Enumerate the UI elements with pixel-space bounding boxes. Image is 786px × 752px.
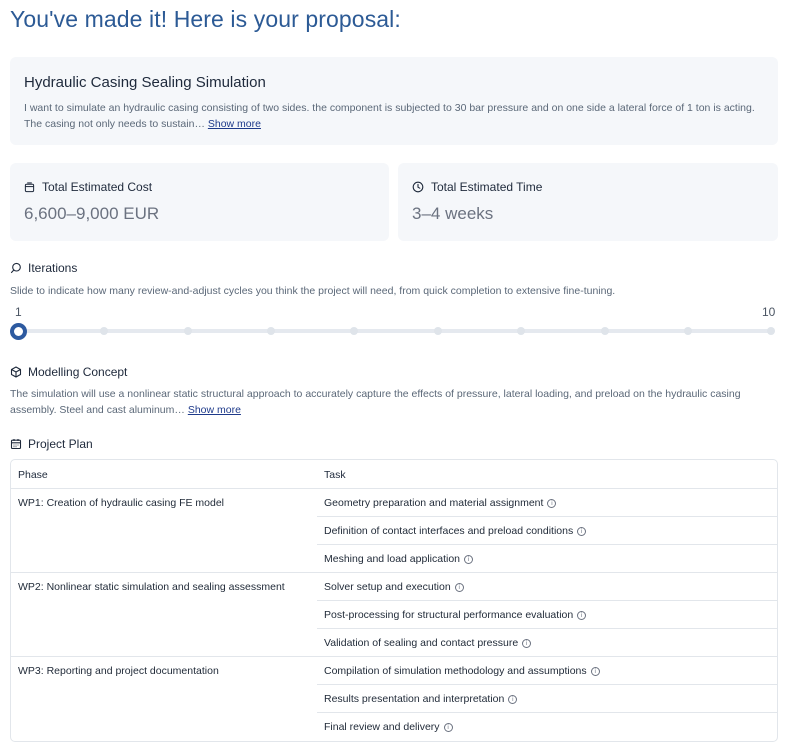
iterations-description: Slide to indicate how many review-and-adjust cycles you think the project will need, from quick completion to extensive fine-tuning.	[10, 285, 616, 297]
task-cell	[324, 497, 556, 509]
task-column-header: Task	[324, 469, 346, 481]
project-plan-table	[10, 459, 778, 742]
info-icon[interactable]: i	[591, 667, 600, 676]
slider-step-dot[interactable]	[434, 327, 442, 335]
task-cell	[324, 693, 517, 705]
info-icon[interactable]: i	[577, 611, 586, 620]
total-time-card	[398, 163, 778, 241]
phase-cell: WP2: Nonlinear static simulation and sealing assessment	[18, 581, 285, 593]
task-cell	[324, 721, 453, 733]
modelling-heading	[10, 365, 127, 379]
project-summary-card	[10, 57, 778, 145]
calendar-icon	[10, 438, 22, 450]
info-icon[interactable]: i	[522, 639, 531, 648]
iterations-slider-track[interactable]	[18, 329, 774, 333]
task-label: Definition of contact interfaces and preload conditions	[324, 525, 574, 537]
info-icon[interactable]: i	[464, 555, 473, 564]
task-label: Meshing and load application	[324, 553, 461, 565]
iterations-icon	[10, 262, 22, 274]
task-cell	[324, 665, 600, 677]
info-icon[interactable]: i	[577, 527, 586, 536]
task-label: Validation of sealing and contact pressure	[324, 637, 519, 649]
slider-step-dot[interactable]	[100, 327, 108, 335]
modelling-title: Modelling Concept	[28, 365, 128, 379]
slider-step-dot[interactable]	[767, 327, 775, 335]
phase-cell: WP3: Reporting and project documentation	[18, 665, 219, 677]
info-icon[interactable]: i	[455, 583, 464, 592]
iterations-title: Iterations	[28, 261, 78, 275]
project-plan-heading	[10, 437, 93, 451]
project-description	[24, 100, 766, 132]
modelling-show-more-link[interactable]: Show more	[187, 404, 241, 416]
total-cost-label: Total Estimated Cost	[42, 180, 153, 194]
phase-column-header: Phase	[18, 469, 48, 481]
total-cost-value: 6,600–9,000 EUR	[24, 204, 160, 223]
project-plan-title: Project Plan	[28, 437, 93, 451]
total-time-label: Total Estimated Time	[431, 180, 543, 194]
summary-show-more-link[interactable]: Show more	[207, 118, 261, 130]
slider-step-dot[interactable]	[184, 327, 192, 335]
total-time-value: 3–4 weeks	[412, 204, 494, 223]
slider-step-dot[interactable]	[601, 327, 609, 335]
page-title: You've made it! Here is your proposal:	[10, 6, 401, 32]
modelling-description-text: The simulation will use a nonlinear static structural approach to accurately capture the effects of pressure, lateral loading, and preload on the hydraulic casing assembly. Steel and cast aluminum…	[10, 388, 741, 416]
wallet-icon	[24, 182, 35, 193]
task-cell	[324, 581, 464, 593]
task-cell	[324, 609, 586, 621]
iterations-heading	[10, 261, 77, 275]
clock-icon	[412, 181, 424, 193]
phase-cell: WP1: Creation of hydraulic casing FE model	[18, 497, 225, 509]
slider-step-dot[interactable]	[684, 327, 692, 335]
slider-step-dot[interactable]	[517, 327, 525, 335]
modelling-description	[10, 386, 770, 418]
iterations-slider-thumb[interactable]	[10, 323, 27, 340]
info-icon[interactable]: i	[508, 695, 517, 704]
slider-step-dot[interactable]	[350, 327, 358, 335]
task-label: Final review and delivery	[324, 721, 440, 733]
project-description-text: I want to simulate an hydraulic casing consisting of two sides. the component is subjected to 30 bar pressure and on one side a lateral force of 1 ton is acting. The casing not only needs to sustain…	[24, 102, 755, 130]
task-cell	[324, 553, 473, 565]
cube-icon	[10, 366, 22, 378]
task-cell	[324, 637, 531, 649]
task-label: Compilation of simulation methodology and assumptions	[324, 665, 587, 677]
slider-step-dot[interactable]	[267, 327, 275, 335]
task-label: Results presentation and interpretation	[324, 693, 505, 705]
info-icon[interactable]: i	[547, 499, 556, 508]
total-cost-card	[10, 163, 389, 241]
slider-min-label: 1	[15, 305, 22, 319]
task-label: Post-processing for structural performance evaluation	[324, 609, 574, 621]
task-cell	[324, 525, 586, 537]
task-label: Geometry preparation and material assignment	[324, 497, 544, 509]
task-label: Solver setup and execution	[324, 581, 451, 593]
info-icon[interactable]: i	[444, 723, 453, 732]
project-title: Hydraulic Casing Sealing Simulation	[24, 74, 266, 91]
slider-max-label: 10	[762, 305, 776, 319]
